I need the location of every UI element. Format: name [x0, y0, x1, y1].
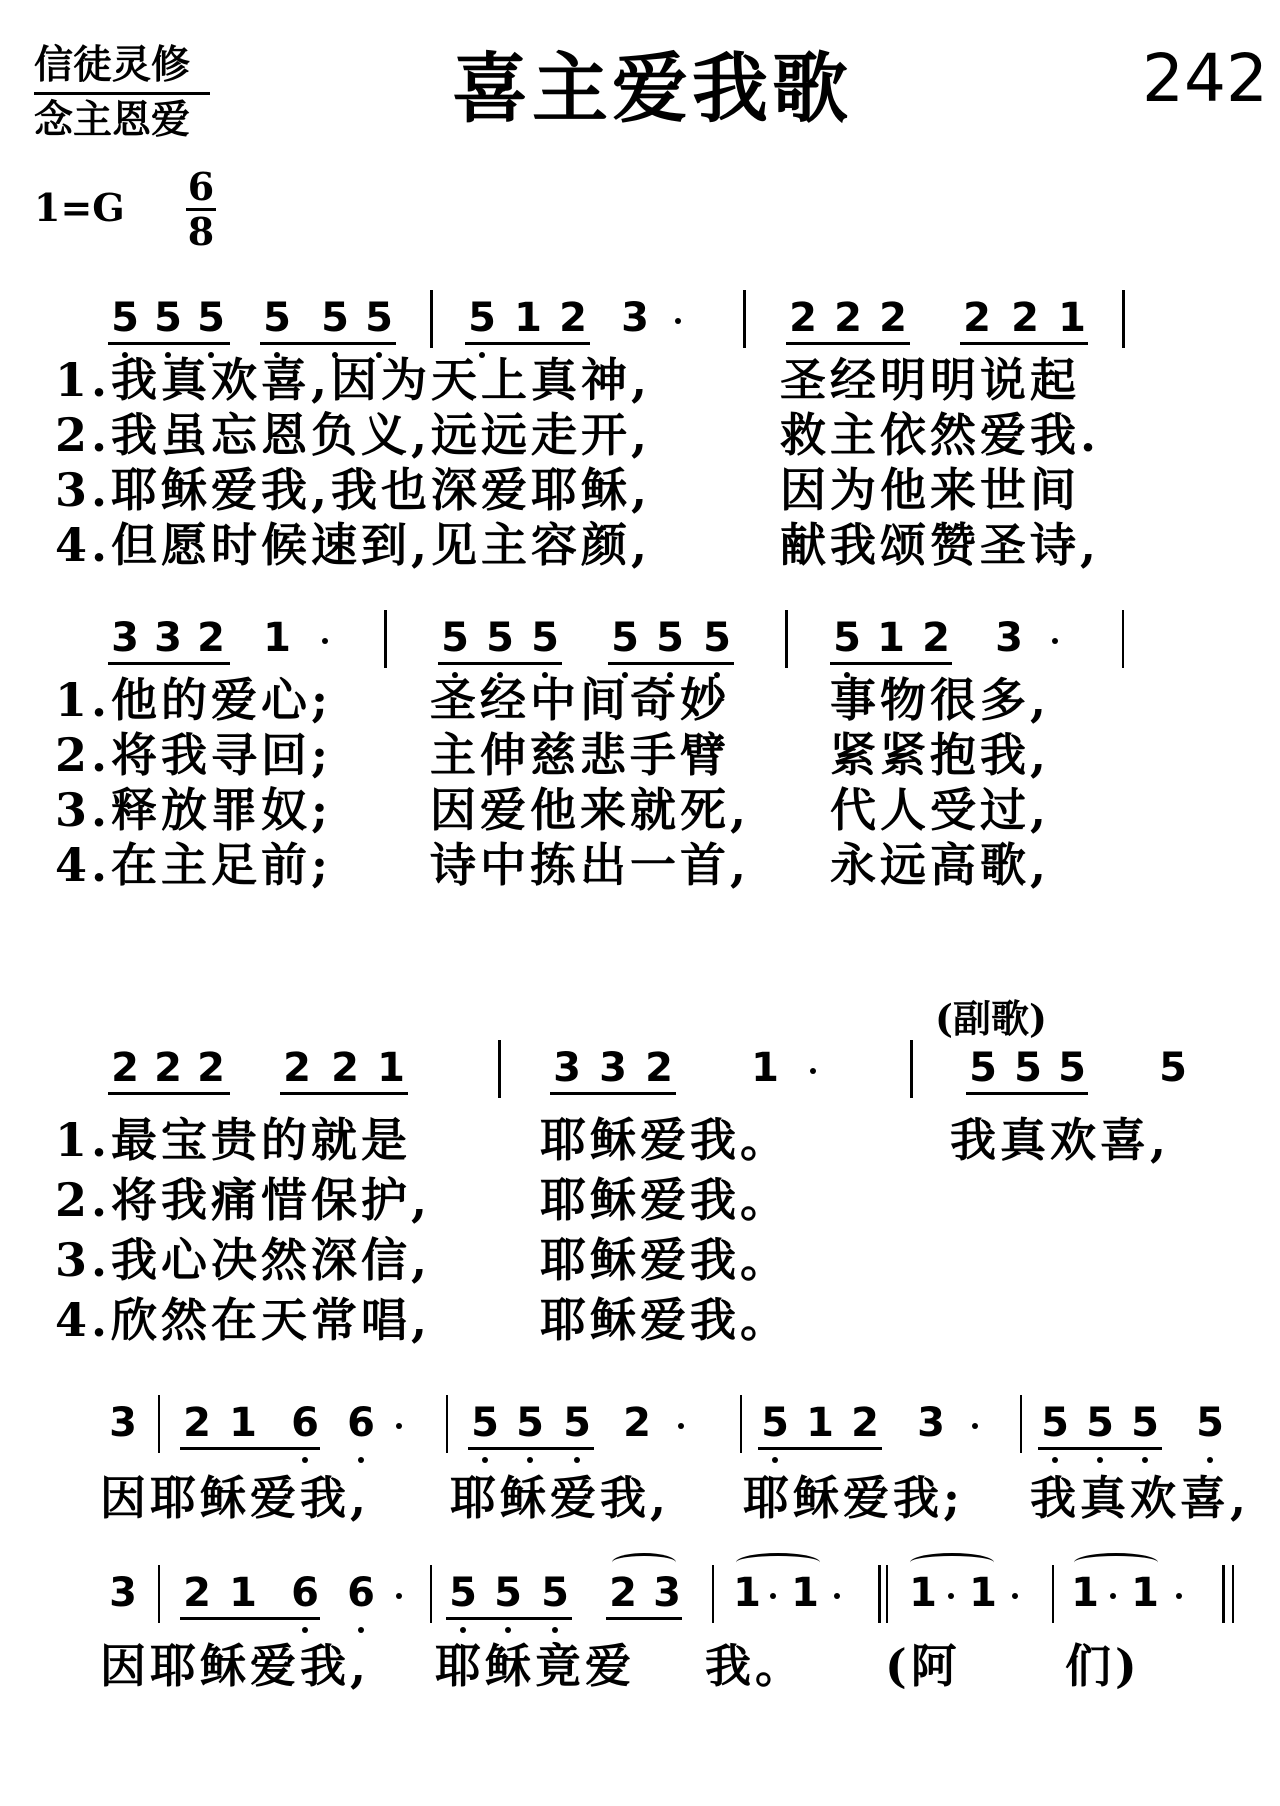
verse-line-5 — [55, 672, 1255, 728]
note: 5 — [441, 615, 469, 661]
lyric-segment: 我真欢喜, — [1030, 1471, 1251, 1525]
lower-octave-dot — [552, 1627, 558, 1633]
beam — [786, 342, 910, 345]
note: 5 — [1159, 1045, 1187, 1091]
note: 5 — [656, 615, 684, 661]
beam — [260, 342, 396, 345]
note: 2 — [609, 1570, 637, 1616]
barline — [910, 1040, 913, 1098]
verse-line-3 — [55, 462, 1255, 518]
note: 1 — [229, 1400, 257, 1446]
beam — [830, 662, 952, 665]
note: 6 — [291, 1400, 319, 1446]
note: 6 — [291, 1570, 319, 1616]
category-line1: 信徒灵修 — [34, 40, 210, 95]
barline — [1020, 1395, 1022, 1453]
note: 3 — [653, 1570, 681, 1616]
note: 5 — [365, 295, 393, 341]
verse-line-6 — [55, 727, 1255, 783]
lyric-segment: 紧紧抱我, — [830, 728, 1051, 782]
note: 2 — [283, 1045, 311, 1091]
lower-octave-dot — [505, 1627, 511, 1633]
beam — [108, 662, 230, 665]
dotted-rhythm — [770, 1593, 776, 1599]
lower-octave-dot — [302, 1627, 308, 1633]
note: 2 — [834, 295, 862, 341]
note: 2 — [197, 1045, 225, 1091]
lyric-segment: 3.我心决然深信, — [55, 1233, 432, 1287]
beam — [438, 662, 562, 665]
beam — [465, 342, 590, 345]
note: 5 — [154, 295, 182, 341]
lyric-segment: 4.在主足前; — [55, 838, 333, 892]
notation-line-4 — [0, 1395, 1280, 1465]
note: 5 — [703, 615, 731, 661]
note: 5 — [969, 1045, 997, 1091]
lyric-segment: 耶稣爱我, — [450, 1471, 671, 1525]
dotted-rhythm — [1012, 1593, 1018, 1599]
barline — [712, 1565, 714, 1623]
hymn-title: 喜主爱我歌 — [452, 44, 852, 133]
barline — [740, 1395, 742, 1453]
lyric-segment: 圣经明明说起 — [780, 353, 1080, 407]
verse-line-9 — [55, 1112, 1255, 1168]
lyric-segment: 1.我真欢喜,因为天上真神, — [55, 353, 652, 407]
note: 3 — [111, 615, 139, 661]
dotted-rhythm — [972, 1423, 978, 1429]
tie — [1074, 1553, 1158, 1572]
tie — [910, 1553, 994, 1572]
chorus-line-2 — [55, 1638, 1255, 1694]
note: 2 — [331, 1045, 359, 1091]
lyric-segment: 们) — [1065, 1639, 1141, 1693]
beam — [108, 1092, 230, 1095]
hymn-category — [34, 40, 210, 145]
hymn-number: 242 — [1142, 40, 1268, 117]
lower-octave-dot — [1142, 1457, 1148, 1463]
lyric-segment: 主伸慈悲手臂 — [430, 728, 730, 782]
lyric-segment: 3.释放罪奴; — [55, 783, 333, 837]
note: 1 — [377, 1045, 405, 1091]
note: 5 — [761, 1400, 789, 1446]
dotted-rhythm — [834, 1593, 840, 1599]
beam — [606, 1617, 682, 1620]
barline — [743, 290, 746, 348]
note: 3 — [154, 615, 182, 661]
note: 1 — [1131, 1570, 1159, 1616]
note: 2 — [645, 1045, 673, 1091]
lyric-segment: 3.耶稣爱我,我也深爱耶稣, — [55, 463, 652, 517]
note: 5 — [494, 1570, 522, 1616]
beam — [108, 342, 230, 345]
lyric-segment: 因耶稣爱我, — [100, 1471, 371, 1525]
key-signature: 1=G — [34, 185, 125, 230]
dotted-rhythm — [675, 318, 681, 324]
barline — [1122, 290, 1125, 348]
lyric-segment: 诗中拣出一首, — [430, 838, 751, 892]
note: 5 — [1131, 1400, 1159, 1446]
note: 1 — [877, 615, 905, 661]
barline — [430, 290, 433, 348]
barline — [886, 1565, 888, 1623]
note: 1 — [1058, 295, 1086, 341]
note: 1 — [733, 1570, 761, 1616]
note: 2 — [851, 1400, 879, 1446]
lower-octave-dot — [482, 1457, 488, 1463]
note: 1 — [751, 1045, 779, 1091]
note: 1 — [969, 1570, 997, 1616]
time-numerator: 6 — [187, 164, 215, 209]
verse-line-7 — [55, 782, 1255, 838]
barline — [158, 1395, 160, 1453]
lyric-segment: 因为他来世间 — [780, 463, 1080, 517]
lyric-segment: 代人受过, — [830, 783, 1051, 837]
note: 2 — [183, 1400, 211, 1446]
lyric-segment: 我真欢喜, — [950, 1113, 1171, 1167]
barline — [446, 1395, 448, 1453]
note: 3 — [109, 1400, 137, 1446]
notation-line-3 — [0, 1040, 1280, 1110]
lyric-segment: 献我颂赞圣诗, — [780, 518, 1101, 572]
beam — [468, 1447, 594, 1450]
lyric-segment: 耶稣竟爱 — [435, 1639, 635, 1693]
dotted-rhythm — [396, 1423, 402, 1429]
beam — [608, 662, 734, 665]
note: 1 — [806, 1400, 834, 1446]
verse-line-10 — [55, 1172, 1255, 1228]
lyric-segment: 2.我虽忘恩负义,远远走开, — [55, 408, 652, 462]
note: 5 — [1041, 1400, 1069, 1446]
note: 3 — [553, 1045, 581, 1091]
note: 2 — [559, 295, 587, 341]
note: 2 — [879, 295, 907, 341]
note: 5 — [263, 295, 291, 341]
dotted-rhythm — [1052, 638, 1058, 644]
lyric-segment: 耶稣爱我。 — [540, 1113, 790, 1167]
verse-line-2 — [55, 407, 1255, 463]
barline — [1222, 1565, 1225, 1623]
lower-octave-dot — [358, 1457, 364, 1463]
note: 2 — [111, 1045, 139, 1091]
note: 6 — [347, 1570, 375, 1616]
note: 5 — [486, 615, 514, 661]
lower-octave-dot — [460, 1627, 466, 1633]
barline — [158, 1565, 160, 1623]
beam — [446, 1617, 572, 1620]
verse-line-8 — [55, 837, 1255, 893]
note: 5 — [833, 615, 861, 661]
barline — [498, 1040, 501, 1098]
beam — [180, 1447, 320, 1450]
note: 5 — [1086, 1400, 1114, 1446]
note: 5 — [197, 295, 225, 341]
lyric-segment: 耶稣爱我。 — [540, 1233, 790, 1287]
lyric-segment: 我。 — [705, 1639, 805, 1693]
note: 1 — [514, 295, 542, 341]
lower-octave-dot — [1097, 1457, 1103, 1463]
note: 2 — [154, 1045, 182, 1091]
barline — [384, 610, 387, 668]
dotted-rhythm — [948, 1593, 954, 1599]
lower-octave-dot — [772, 1457, 778, 1463]
barline — [1052, 1565, 1054, 1623]
note: 5 — [1014, 1045, 1042, 1091]
note: 1 — [909, 1570, 937, 1616]
lower-octave-dot — [1207, 1457, 1213, 1463]
note: 1 — [229, 1570, 257, 1616]
note: 5 — [111, 295, 139, 341]
notation-line-2 — [0, 610, 1280, 680]
note: 2 — [197, 615, 225, 661]
note: 2 — [623, 1400, 651, 1446]
chorus-line-1 — [55, 1470, 1255, 1526]
beam — [550, 1092, 676, 1095]
lyric-segment: 4.但愿时候速到,见主容颜, — [55, 518, 652, 572]
dotted-rhythm — [322, 638, 328, 644]
note: 2 — [183, 1570, 211, 1616]
note: 1 — [791, 1570, 819, 1616]
dotted-rhythm — [678, 1423, 684, 1429]
beam — [180, 1617, 320, 1620]
chorus-label: (副歌) — [935, 996, 1047, 1041]
lyric-segment: 耶稣爱我; — [743, 1471, 964, 1525]
note: 2 — [1011, 295, 1039, 341]
lyric-segment: 1.他的爱心; — [55, 673, 333, 727]
barline — [430, 1565, 432, 1623]
note: 3 — [109, 1570, 137, 1616]
tie — [612, 1553, 676, 1572]
dotted-rhythm — [396, 1593, 402, 1599]
note: 2 — [922, 615, 950, 661]
note: 3 — [621, 295, 649, 341]
beam — [758, 1447, 882, 1450]
beam — [960, 342, 1088, 345]
lower-octave-dot — [574, 1457, 580, 1463]
note: 1 — [263, 615, 291, 661]
lower-octave-dot — [1052, 1457, 1058, 1463]
note: 5 — [1196, 1400, 1224, 1446]
barline — [1232, 1565, 1234, 1623]
beam — [280, 1092, 408, 1095]
lyric-segment: 救主依然爱我. — [780, 408, 1101, 462]
lyric-segment: 4.欣然在天常唱, — [55, 1293, 432, 1347]
note: 5 — [449, 1570, 477, 1616]
lyric-segment: 耶稣爱我。 — [540, 1173, 790, 1227]
note: 5 — [541, 1570, 569, 1616]
note: 3 — [599, 1045, 627, 1091]
notation-line-1 — [0, 290, 1280, 360]
note: 5 — [531, 615, 559, 661]
dotted-rhythm — [1110, 1593, 1116, 1599]
lyric-segment: 因爱他来就死, — [430, 783, 751, 837]
lyric-segment: 2.将我寻回; — [55, 728, 333, 782]
note: 5 — [1058, 1045, 1086, 1091]
beam — [1038, 1447, 1162, 1450]
note: 2 — [789, 295, 817, 341]
barline — [785, 610, 788, 668]
lyric-segment: 事物很多, — [830, 673, 1051, 727]
note: 5 — [468, 295, 496, 341]
time-signature — [186, 166, 216, 253]
lyric-segment: 永远高歌, — [830, 838, 1051, 892]
note: 5 — [471, 1400, 499, 1446]
barline — [878, 1565, 881, 1623]
dotted-rhythm — [810, 1068, 816, 1074]
note: 5 — [611, 615, 639, 661]
lower-octave-dot — [527, 1457, 533, 1463]
notation-line-5 — [0, 1565, 1280, 1635]
barline — [1122, 610, 1124, 668]
lyric-segment: 圣经中间奇妙 — [430, 673, 730, 727]
note: 1 — [1071, 1570, 1099, 1616]
note: 3 — [917, 1400, 945, 1446]
lyric-segment: 因耶稣爱我, — [100, 1639, 371, 1693]
dotted-rhythm — [1176, 1593, 1182, 1599]
verse-line-12 — [55, 1292, 1255, 1348]
lyric-segment: (阿 — [885, 1639, 961, 1693]
lyric-segment: 耶稣爱我。 — [540, 1293, 790, 1347]
verse-line-4 — [55, 517, 1255, 573]
verse-line-11 — [55, 1232, 1255, 1288]
lyric-segment: 2.将我痛惜保护, — [55, 1173, 432, 1227]
note: 5 — [563, 1400, 591, 1446]
note: 5 — [516, 1400, 544, 1446]
lower-octave-dot — [302, 1457, 308, 1463]
beam — [966, 1092, 1088, 1095]
note: 2 — [963, 295, 991, 341]
time-denominator: 8 — [187, 209, 215, 254]
note: 3 — [995, 615, 1023, 661]
lower-octave-dot — [358, 1627, 364, 1633]
note: 6 — [347, 1400, 375, 1446]
category-line2: 念主恩爱 — [34, 97, 191, 143]
note: 5 — [321, 295, 349, 341]
verse-line-1 — [55, 352, 1255, 408]
tie — [736, 1553, 820, 1572]
lyric-segment: 1.最宝贵的就是 — [55, 1113, 412, 1167]
